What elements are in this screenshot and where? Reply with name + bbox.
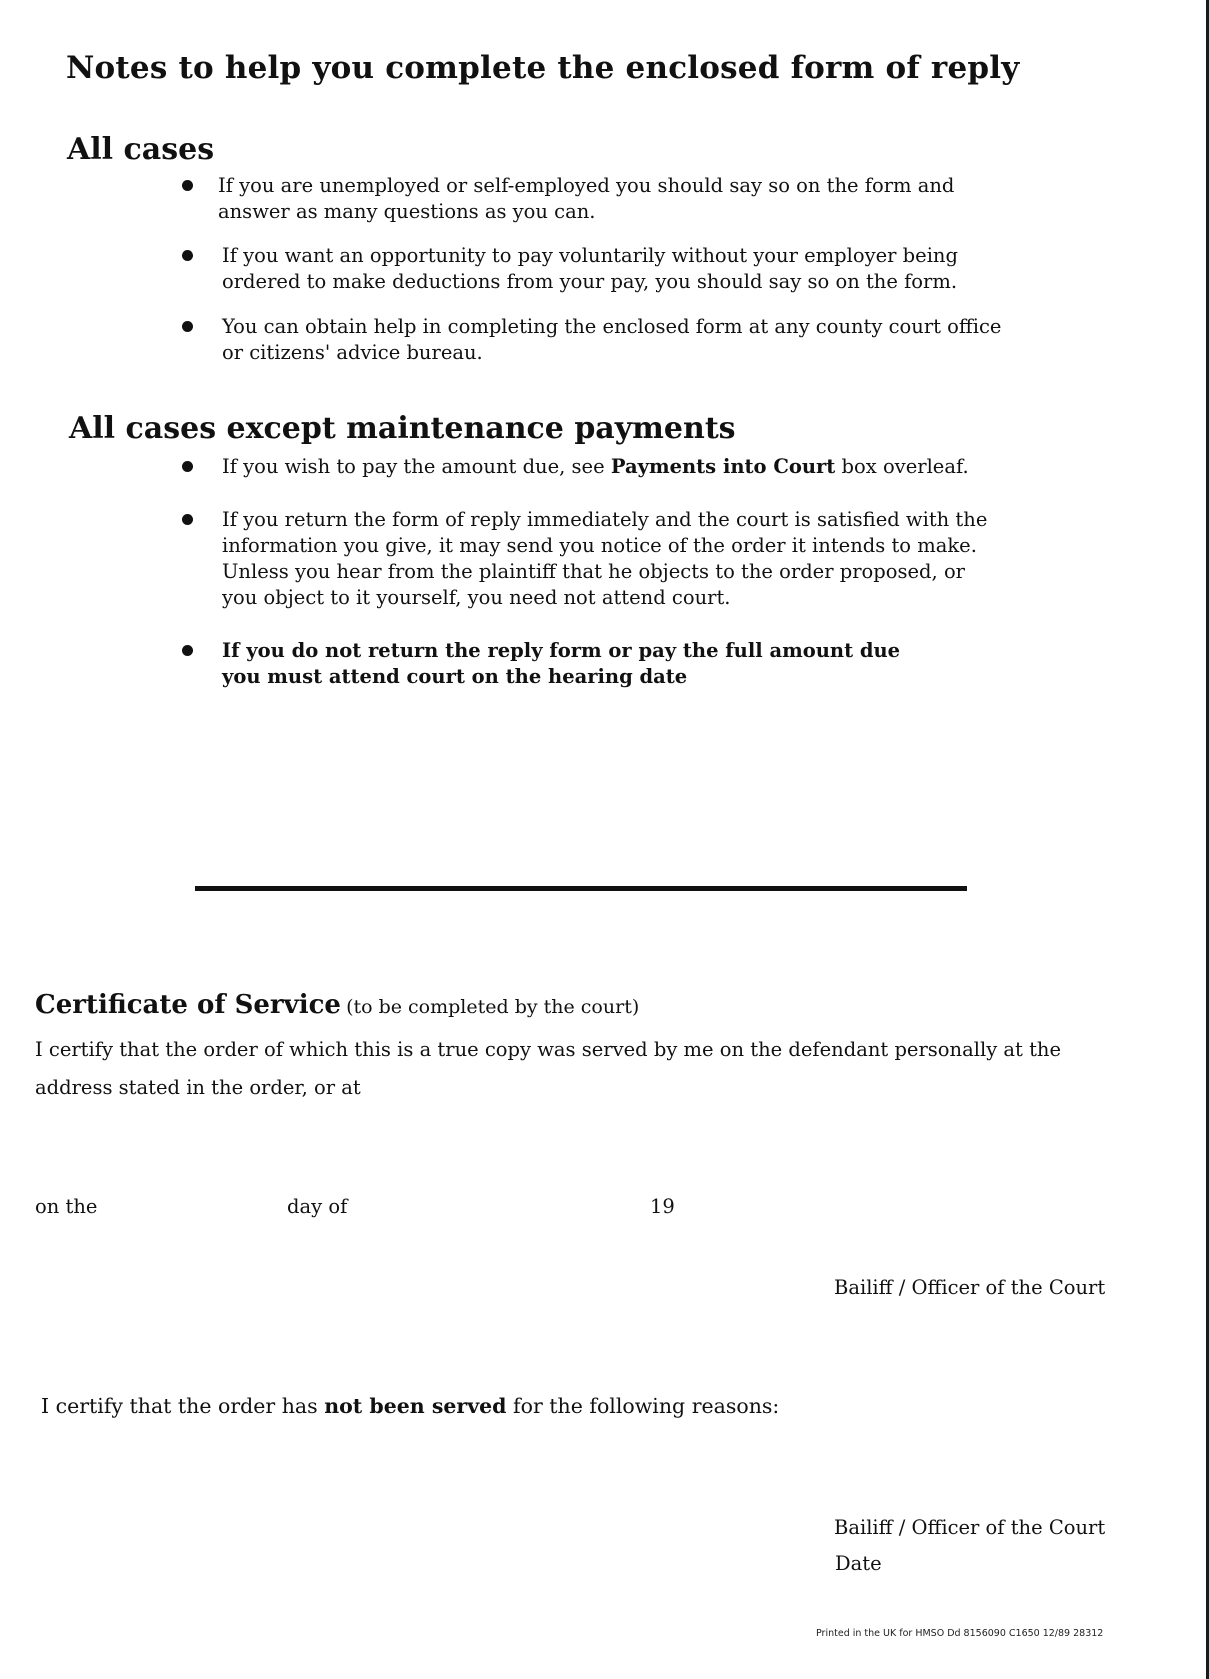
- list-item-text: If you do not return the reply form or pay the full amount due you must attend court on the hearing date: [222, 639, 901, 688]
- list-item: [180, 507, 1040, 611]
- list-item: [180, 638, 1040, 690]
- section-heading-all-cases: All cases: [67, 132, 215, 167]
- certificate-title: Certificate of Service: [35, 990, 341, 1020]
- list-item-text: If you are unemployed or self-employed you should say so on the form and answer as many questions as you can.: [218, 174, 955, 223]
- not-served-text-part: I certify that the order has: [41, 1394, 325, 1418]
- section-divider: [195, 886, 967, 891]
- certificate-statement-line-1: I certify that the order of which this is a true copy was served by me on the defendant personally at the: [35, 1038, 1062, 1061]
- certificate-statement-line-2: address stated in the order, or at: [35, 1076, 361, 1099]
- not-served-text-part: for the following reasons:: [506, 1394, 780, 1418]
- on-the-label: on the: [35, 1195, 98, 1218]
- date-label: Date: [835, 1552, 882, 1575]
- certificate-heading: [35, 990, 639, 1020]
- list-item-text-part: If you wish to pay the amount due, see: [222, 455, 611, 478]
- list-item-text: You can obtain help in completing the enclosed form at any county court office or citizens' advice bureau.: [222, 315, 1002, 364]
- year-prefix-label: 19: [650, 1195, 675, 1218]
- bullet-icon: [182, 514, 193, 525]
- payments-into-court-reference: Payments into Court: [610, 455, 836, 478]
- not-served-emphasis: not been served: [324, 1394, 507, 1418]
- list-item-text: If you want an opportunity to pay voluntarily without your employer being ordered to make deductions from your pay, you should say so on the form.: [222, 244, 958, 293]
- list-item: [180, 314, 1040, 366]
- page-title: Notes to help you complete the enclosed form of reply: [66, 50, 1020, 86]
- list-item: [180, 454, 1040, 480]
- bullet-icon: [182, 321, 193, 332]
- certificate-subtitle: (to be completed by the court): [346, 996, 640, 1018]
- list-item-text: If you return the form of reply immediately and the court is satisfied with the information you give, it may send you notice of the order it intends to make. Unless you hear from the plaintiff that he objects to the order proposed, or you object to it yourself, you need not attend court.: [222, 508, 988, 609]
- bullet-icon: [182, 250, 193, 261]
- bullet-icon: [182, 645, 193, 656]
- day-of-label: day of: [287, 1195, 348, 1218]
- signatory-label-not-served: Bailiff / Officer of the Court: [834, 1516, 1106, 1539]
- section-heading-except-maintenance: All cases except maintenance payments: [69, 411, 736, 446]
- list-item: [180, 173, 1040, 225]
- bullet-icon: [182, 180, 193, 191]
- list-item: [180, 243, 1040, 295]
- signatory-label-served: Bailiff / Officer of the Court: [834, 1276, 1106, 1299]
- list-item-text: [222, 454, 1042, 480]
- not-served-statement: [41, 1394, 779, 1418]
- list-item-text-part: box overleaf.: [835, 455, 969, 478]
- bullet-icon: [182, 461, 193, 472]
- printer-imprint: Printed in the UK for HMSO Dd 8156090 C1650 12/89 28312: [816, 1628, 1104, 1639]
